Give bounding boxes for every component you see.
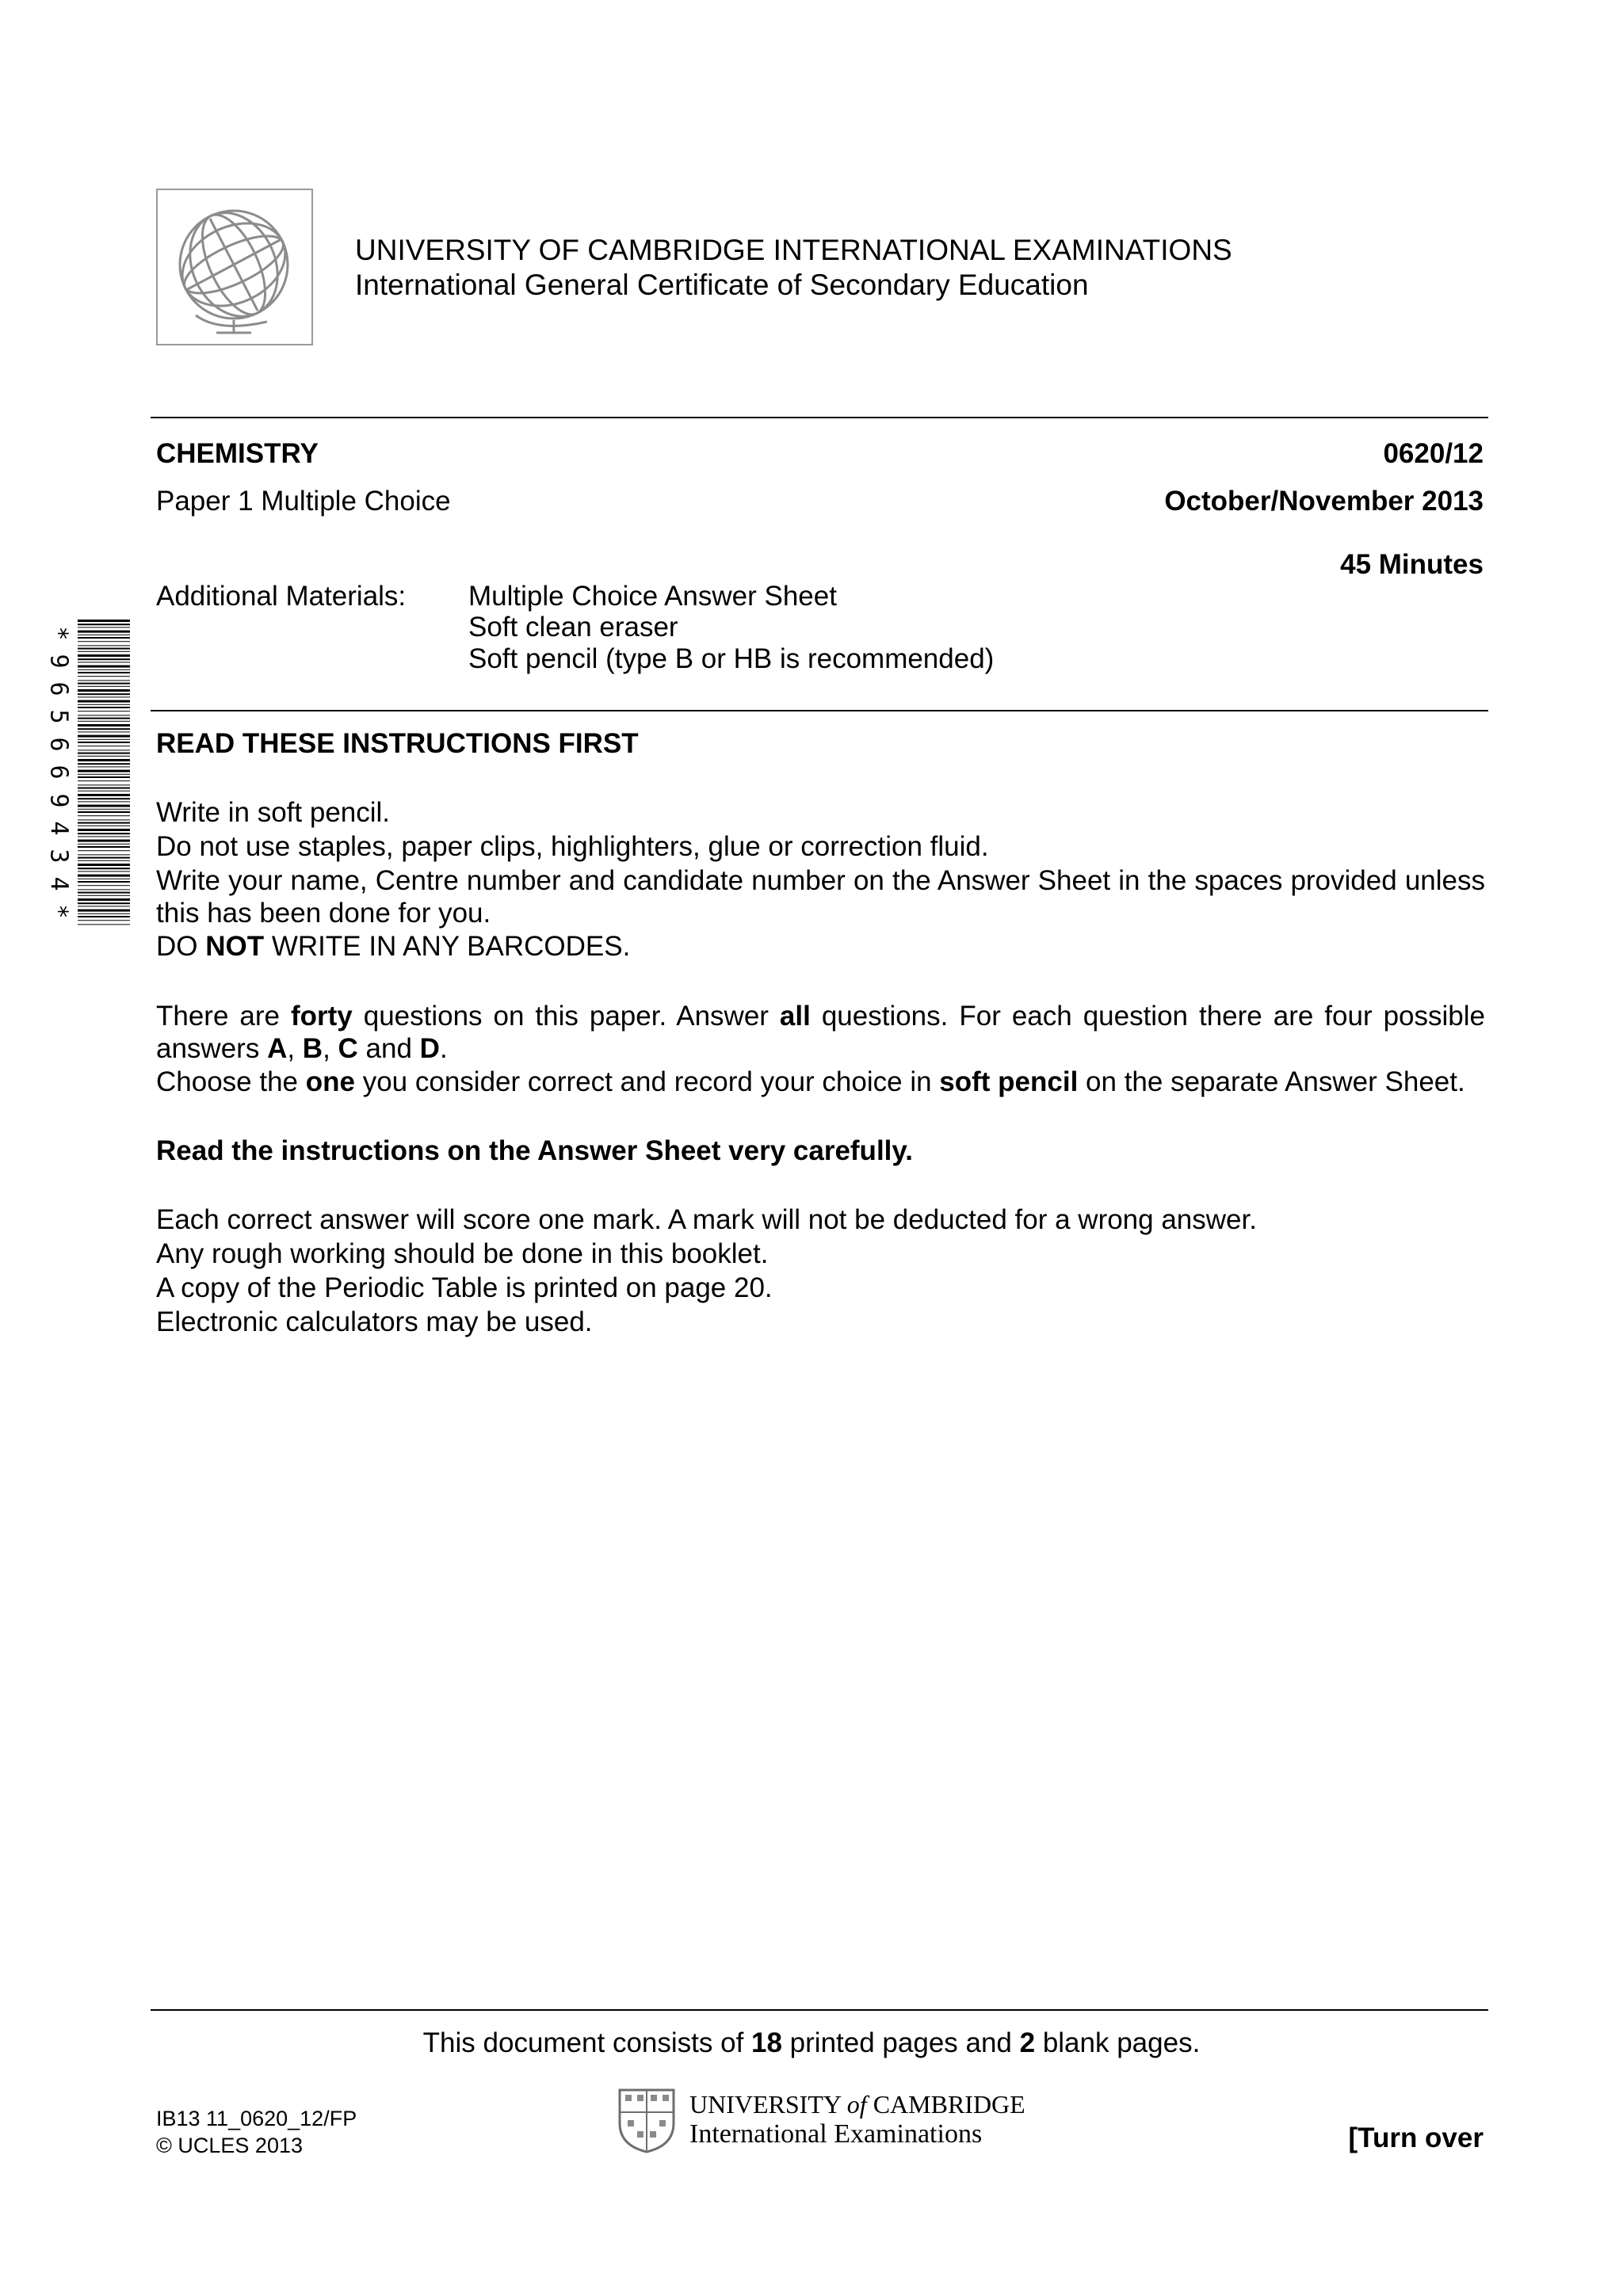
page-count xyxy=(0,2027,1623,2059)
barcode-bar xyxy=(78,766,130,767)
emphasis: A xyxy=(267,1033,288,1064)
barcode-bar xyxy=(78,756,130,757)
paper-title: Paper 1 Multiple Choice xyxy=(156,486,451,517)
barcode-bar xyxy=(78,669,130,670)
barcode-bar xyxy=(78,902,130,904)
barcode-bar xyxy=(78,672,130,673)
text: on the separate Answer Sheet. xyxy=(1078,1066,1465,1097)
barcode-bar xyxy=(78,916,130,917)
barcode-digit: * xyxy=(44,626,73,641)
barcode-bar xyxy=(78,854,130,855)
text: printed pages and xyxy=(781,2027,1020,2058)
divider xyxy=(151,417,1488,418)
instruction-line xyxy=(156,1066,1465,1098)
barcode-bar xyxy=(78,658,130,660)
barcode-bar xyxy=(78,753,130,754)
barcode-bar xyxy=(78,641,130,642)
barcode-bar xyxy=(78,875,130,877)
barcode-digit: 3 xyxy=(44,849,73,864)
emphasis: one xyxy=(305,1066,355,1097)
barcode-bar xyxy=(78,860,130,861)
barcode-bar xyxy=(78,686,130,687)
qualification-name: International General Certificate of Secondary Education xyxy=(355,269,1089,301)
barcode xyxy=(78,620,130,925)
barcode-bar xyxy=(78,637,130,639)
emphasis: NOT xyxy=(205,931,265,962)
barcode-bar xyxy=(78,651,130,652)
barcode-bar xyxy=(78,780,130,781)
barcode-bar xyxy=(78,735,130,738)
barcode-bar xyxy=(78,776,130,778)
barcode-bar xyxy=(78,683,130,685)
barcode-bar xyxy=(78,846,130,848)
instruction-line: Any rough working should be done in this booklet. xyxy=(156,1238,769,1269)
instruction-line: Electronic calculators may be used. xyxy=(156,1306,593,1337)
cambridge-crest-icon xyxy=(618,2088,675,2153)
org-name: UNIVERSITY OF CAMBRIDGE INTERNATIONAL EXAMINATIONS xyxy=(355,234,1232,266)
barcode-bar xyxy=(78,624,130,625)
barcode-bar xyxy=(78,892,130,894)
barcode-bar xyxy=(78,819,130,820)
text: CAMBRIDGE xyxy=(873,2090,1025,2119)
text: questions on this paper. Answer xyxy=(352,1001,780,1032)
barcode-bar xyxy=(78,801,130,802)
instruction-line: Do not use staples, paper clips, highlighters, glue or correction fluid. xyxy=(156,831,989,862)
barcode-bar xyxy=(78,721,130,722)
emphasis: C xyxy=(338,1033,358,1064)
barcode-bar xyxy=(78,728,130,730)
barcode-bar xyxy=(78,868,130,869)
barcode-bar xyxy=(78,696,130,697)
barcode-bar xyxy=(78,631,130,633)
barcode-digit: 4 xyxy=(44,876,73,891)
text: , xyxy=(287,1033,303,1064)
emphasis: forty xyxy=(290,1001,353,1032)
barcode-digit: 6 xyxy=(44,681,73,696)
barcode-bar xyxy=(78,850,130,851)
globe-icon xyxy=(164,196,307,339)
instruction-paragraph xyxy=(156,1000,1485,1065)
subject: CHEMISTRY xyxy=(156,438,319,469)
barcode-bar xyxy=(78,689,130,692)
materials-label: Additional Materials: xyxy=(156,581,407,612)
exam-duration: 45 Minutes xyxy=(1340,549,1484,580)
divider xyxy=(151,710,1488,711)
emphasis: soft pencil xyxy=(939,1066,1079,1097)
text: , xyxy=(323,1033,338,1064)
text: Choose the xyxy=(156,1066,306,1097)
text: . xyxy=(439,1033,448,1064)
barcode-bar xyxy=(78,898,130,901)
materials-item: Soft clean eraser xyxy=(468,612,678,643)
barcode-bar xyxy=(78,739,130,740)
barcode-bar xyxy=(78,885,130,886)
text: blank pages. xyxy=(1035,2027,1201,2058)
cambridge-wordmark xyxy=(689,2090,1025,2119)
answer-sheet-note: Read the instructions on the Answer Sheet very carefully. xyxy=(156,1135,913,1166)
emphasis: all xyxy=(779,1001,811,1032)
barcode-bar xyxy=(78,620,130,622)
paper-code: 0620/12 xyxy=(1383,438,1484,469)
barcode-bar xyxy=(78,809,130,810)
barcode-bar xyxy=(78,759,130,761)
text: questions. For each question there are four possible answers xyxy=(156,1001,1486,1064)
emphasis: B xyxy=(302,1033,323,1064)
barcode-bar xyxy=(78,833,130,834)
barcode-digit: * xyxy=(44,904,73,919)
barcode-bar xyxy=(78,784,130,785)
barcode-bar xyxy=(78,749,130,750)
barcode-bar xyxy=(78,794,130,796)
barcode-digit: 9 xyxy=(44,793,73,808)
barcode-digit: 5 xyxy=(44,709,73,724)
barcode-bar xyxy=(78,844,130,845)
materials-item: Multiple Choice Answer Sheet xyxy=(468,581,837,612)
text: UNIVERSITY xyxy=(689,2090,841,2119)
barcode-bar xyxy=(78,805,130,807)
barcode-bar xyxy=(78,910,130,912)
barcode-bar xyxy=(78,881,130,883)
exam-session: October/November 2013 xyxy=(1164,486,1484,517)
cambridge-subtitle: International Examinations xyxy=(689,2119,983,2149)
text: WRITE IN ANY BARCODES. xyxy=(264,931,631,962)
barcode-bar xyxy=(78,731,130,732)
barcode-digit: 9 xyxy=(44,654,73,669)
instruction-line: Each correct answer will score one mark. A mark will not be deducted for a wrong answer. xyxy=(156,1204,1257,1235)
turn-over: [Turn over xyxy=(1348,2122,1484,2153)
barcode-bar xyxy=(78,763,130,765)
divider xyxy=(151,2009,1488,2011)
barcode-bar xyxy=(78,864,130,866)
barcode-bar xyxy=(78,654,130,657)
copyright: © UCLES 2013 xyxy=(156,2134,303,2157)
barcode-bar xyxy=(78,889,130,890)
barcode-bar xyxy=(78,680,130,681)
barcode-bar xyxy=(78,822,130,824)
barcode-bar xyxy=(78,913,130,914)
barcode-bar xyxy=(78,788,130,789)
barcode-bar xyxy=(78,666,130,668)
barcode-bar xyxy=(78,829,130,831)
barcode-bar xyxy=(78,840,130,842)
text: you consider correct and record your choice in xyxy=(354,1066,940,1097)
barcode-bar xyxy=(78,704,130,705)
text: This document consists of xyxy=(422,2027,752,2058)
barcode-bar xyxy=(78,742,130,743)
barcode-digits xyxy=(46,620,71,925)
barcode-bar xyxy=(78,811,130,813)
barcode-bar xyxy=(78,718,130,719)
barcode-bar xyxy=(78,676,130,677)
globe-logo xyxy=(156,189,313,345)
barcode-bar xyxy=(78,770,130,772)
text: DO xyxy=(156,931,206,962)
instruction-paragraph: Write your name, Centre number and candidate number on the Answer Sheet in the spaces provided unless this has been done for you. xyxy=(156,865,1485,929)
text: There are xyxy=(156,1001,291,1032)
barcode-bar xyxy=(78,815,130,816)
barcode-bar xyxy=(78,895,130,896)
barcode-bar xyxy=(78,707,130,708)
barcode-digit: 4 xyxy=(44,821,73,836)
barcode-bar xyxy=(78,645,130,646)
barcode-bar xyxy=(78,836,130,837)
printed-pages: 18 xyxy=(751,2027,782,2058)
instruction-line: A copy of the Periodic Table is printed on page 20. xyxy=(156,1272,773,1303)
barcode-bar xyxy=(78,648,130,650)
barcode-bar xyxy=(78,857,130,859)
barcode-bar xyxy=(78,798,130,799)
barcode-bar xyxy=(78,920,130,921)
document-ref: IB13 11_0620_12/FP xyxy=(156,2107,357,2130)
blank-pages: 2 xyxy=(1019,2027,1036,2058)
text: of xyxy=(846,2090,867,2119)
barcode-bar xyxy=(78,774,130,775)
barcode-bar xyxy=(78,924,130,925)
text: and xyxy=(357,1033,420,1064)
materials-item: Soft pencil (type B or HB is recommended) xyxy=(468,643,995,674)
barcode-digit: 6 xyxy=(44,765,73,780)
barcode-bar xyxy=(78,700,130,703)
instructions-heading: READ THESE INSTRUCTIONS FIRST xyxy=(156,728,639,759)
emphasis: D xyxy=(419,1033,440,1064)
barcode-bar xyxy=(78,693,130,695)
barcode-digit: 6 xyxy=(44,737,73,752)
barcode-bar xyxy=(78,724,130,727)
instruction-line: Write in soft pencil. xyxy=(156,797,391,828)
instruction-line xyxy=(156,930,630,963)
